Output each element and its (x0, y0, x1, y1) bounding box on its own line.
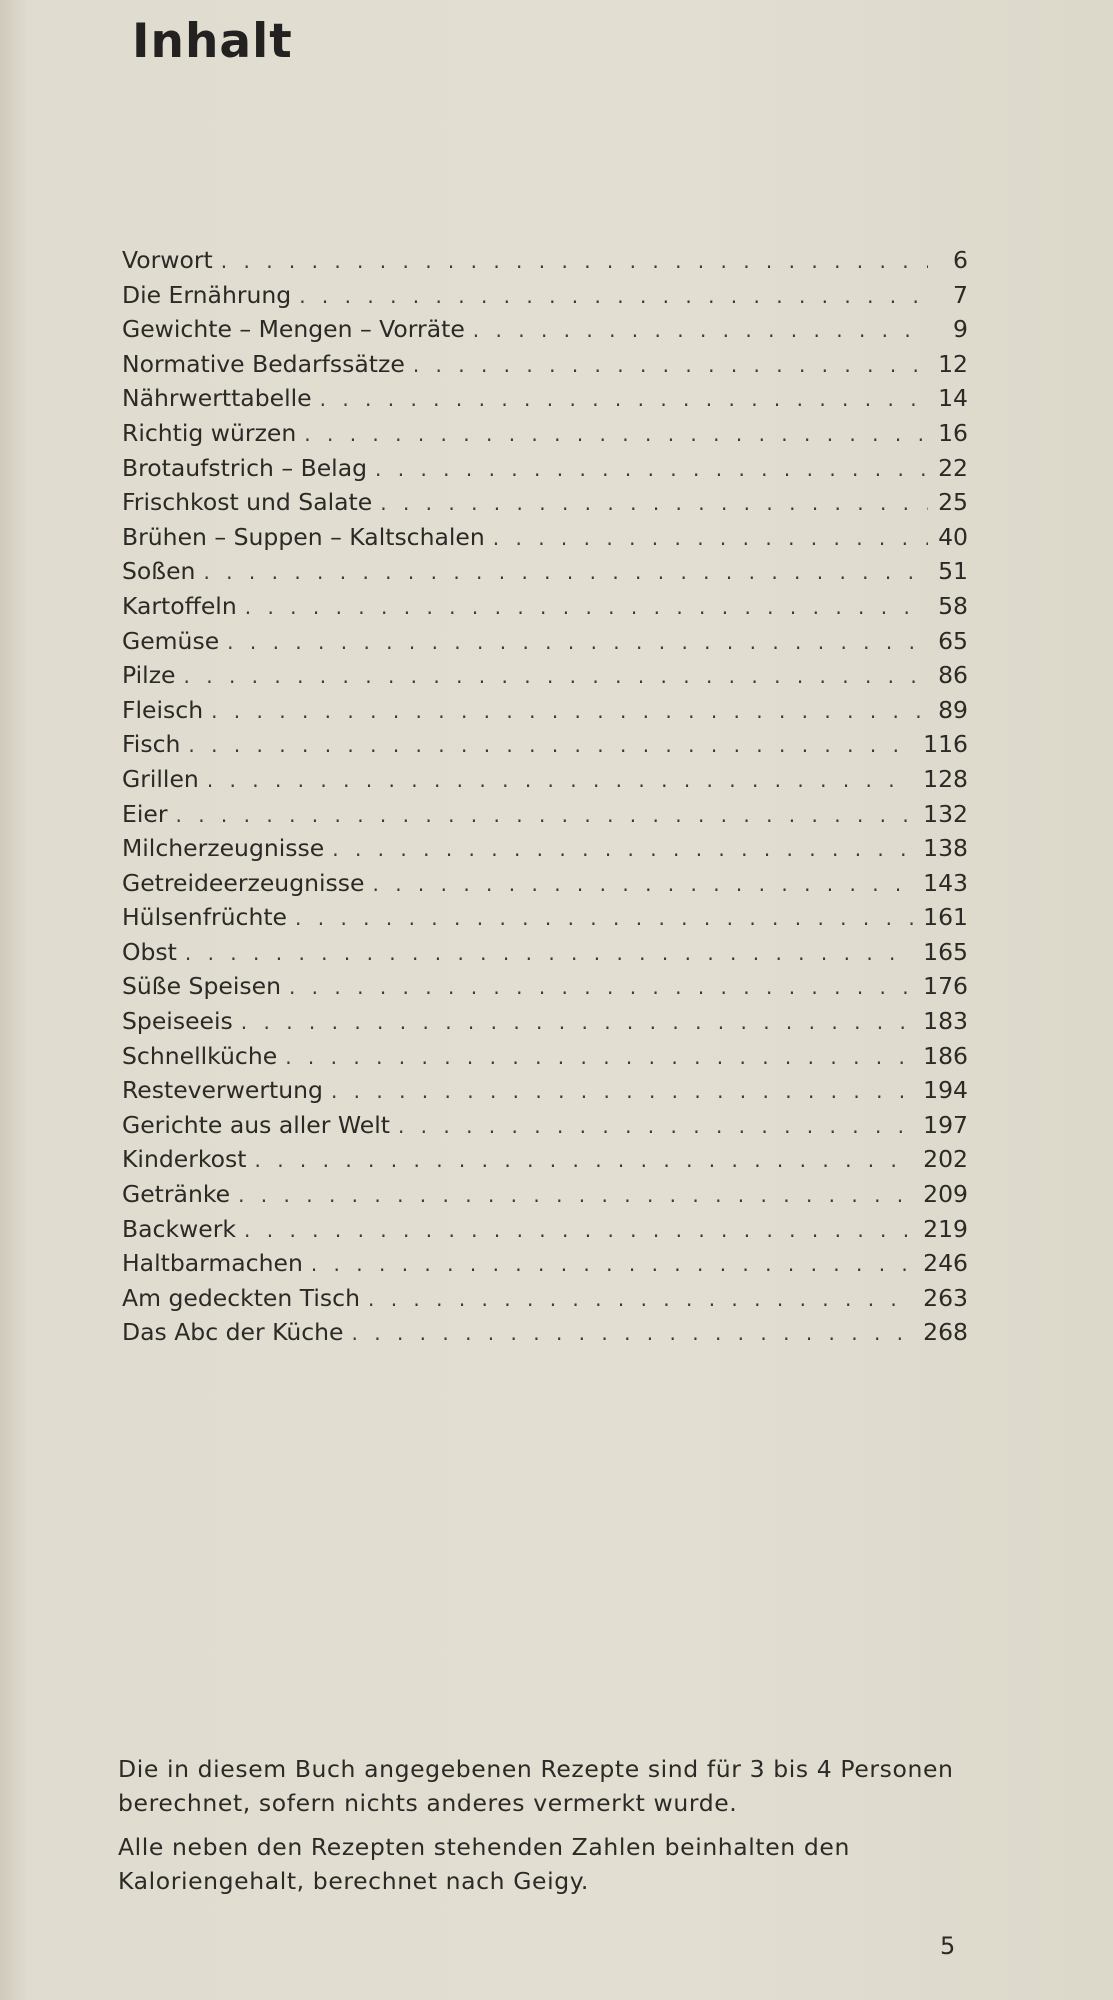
toc-entry (122, 243, 968, 278)
toc-entry (122, 485, 968, 520)
toc-entry-page: 58 (938, 591, 968, 620)
toc-leader-dots (289, 970, 913, 1005)
toc-entry-page: 183 (923, 1007, 968, 1036)
toc-entry-page: 12 (938, 349, 968, 378)
toc-entry-label: Backwerk (122, 1214, 237, 1243)
toc-entry-label: Frischkost und Salate (122, 488, 373, 517)
toc-leader-dots (238, 1178, 913, 1213)
toc-leader-dots (203, 555, 928, 590)
toc-entry-page: 143 (923, 868, 968, 897)
toc-entry (122, 520, 968, 555)
toc-entry (122, 727, 968, 762)
toc-entry (122, 693, 968, 728)
toc-entry-label: Die Ernährung (122, 280, 292, 309)
toc-leader-dots (304, 417, 928, 452)
toc-entry (122, 831, 968, 866)
toc-entry-label: Brotaufstrich – Belag (122, 453, 368, 482)
toc-entry (122, 1246, 968, 1281)
toc-entry-page: 40 (938, 522, 968, 551)
toc-entry-label: Speiseeis (122, 1007, 233, 1036)
toc-leader-dots (244, 1213, 913, 1248)
toc-leader-dots (398, 1109, 913, 1144)
toc-leader-dots (254, 1143, 913, 1178)
toc-entry-page: 14 (938, 384, 968, 413)
toc-entry (122, 1073, 968, 1108)
toc-leader-dots (295, 901, 913, 936)
toc-entry-label: Fleisch (122, 695, 204, 724)
toc-leader-dots (368, 1282, 913, 1317)
toc-entry-label: Süße Speisen (122, 972, 281, 1001)
toc-entry-page: 197 (923, 1110, 968, 1139)
toc-entry-label: Milcherzeugnisse (122, 834, 325, 863)
toc-entry (122, 658, 968, 693)
toc-entry-label: Obst (122, 937, 177, 966)
toc-leader-dots (372, 867, 913, 902)
toc-entry-page: 161 (923, 903, 968, 932)
toc-entry-label: Getränke (122, 1180, 231, 1209)
toc-entry-page: 194 (923, 1076, 968, 1105)
servings-note: Die in diesem Buch angegebenen Rezepte sind für 3 bis 4 Personen berechnet, sofern nichts anderes vermerkt wurde. (118, 1755, 954, 1817)
toc-leader-dots (184, 659, 928, 694)
toc-entry-page: 268 (923, 1318, 968, 1347)
toc-entry-label: Nährwerttabelle (122, 384, 312, 413)
toc-leader-dots (285, 1040, 913, 1075)
toc-entry-page: 209 (923, 1180, 968, 1209)
toc-entry-page: 176 (923, 972, 968, 1001)
toc-leader-dots (188, 728, 913, 763)
toc-leader-dots (473, 313, 928, 348)
toc-entry-page: 246 (923, 1249, 968, 1278)
toc-entry (122, 935, 968, 970)
toc-entry (122, 278, 968, 313)
toc-entry (122, 1177, 968, 1212)
toc-entry (122, 900, 968, 935)
toc-leader-dots (331, 1074, 913, 1109)
toc-entry-page: 128 (923, 764, 968, 793)
toc-entry-page: 89 (938, 695, 968, 724)
toc-entry-label: Das Abc der Küche (122, 1318, 344, 1347)
toc-entry (122, 969, 968, 1004)
toc-leader-dots (241, 1005, 913, 1040)
toc-entry-label: Pilze (122, 661, 176, 690)
toc-entry-label: Kartoffeln (122, 591, 237, 620)
toc-entry (122, 1108, 968, 1143)
toc-leader-dots (211, 694, 928, 729)
toc-entry-page: 25 (938, 488, 968, 517)
toc-entry-label: Getreideerzeugnisse (122, 868, 365, 897)
toc-entry-label: Eier (122, 799, 168, 828)
toc-entry-label: Gerichte aus aller Welt (122, 1110, 390, 1139)
calorie-note: Alle neben den Rezepten stehenden Zahlen beinhalten den Kaloriengehalt, berechnet nach Geigy. (118, 1833, 850, 1895)
table-of-contents (122, 243, 968, 1350)
toc-entry (122, 1039, 968, 1074)
toc-entry-page: 132 (923, 799, 968, 828)
toc-entry-page: 51 (938, 557, 968, 586)
toc-entry (122, 589, 968, 624)
toc-leader-dots (413, 348, 928, 383)
toc-entry-label: Normative Bedarfssätze (122, 349, 405, 378)
toc-entry-label: Schnellküche (122, 1041, 278, 1070)
toc-entry-label: Gemüse (122, 626, 220, 655)
toc-entry-page: 116 (923, 730, 968, 759)
toc-entry-label: Richtig würzen (122, 418, 297, 447)
toc-entry-page: 22 (938, 453, 968, 482)
toc-entry-label: Grillen (122, 764, 199, 793)
toc-entry (122, 381, 968, 416)
toc-entry-page: 86 (938, 661, 968, 690)
toc-entry-label: Am gedeckten Tisch (122, 1283, 360, 1312)
toc-entry-page: 65 (938, 626, 968, 655)
toc-leader-dots (227, 625, 928, 660)
toc-entry (122, 1212, 968, 1247)
toc-entry-page: 7 (953, 280, 968, 309)
toc-entry-label: Vorwort (122, 246, 213, 274)
toc-leader-dots (311, 1247, 913, 1282)
toc-entry-page: 16 (938, 418, 968, 447)
toc-leader-dots (380, 486, 928, 521)
toc-entry-label: Resteverwertung (122, 1076, 323, 1105)
toc-entry (122, 416, 968, 451)
toc-leader-dots (332, 832, 913, 867)
toc-leader-dots (176, 798, 914, 833)
toc-entry-label: Haltbarmachen (122, 1249, 303, 1278)
toc-entry-label: Hülsenfrüchte (122, 903, 288, 932)
toc-entry-label: Soßen (122, 557, 196, 586)
toc-entry-label: Kinderkost (122, 1145, 247, 1174)
toc-entry-label: Brühen – Suppen – Kaltschalen (122, 522, 485, 551)
page-title: Inhalt (132, 14, 293, 69)
toc-entry-page: 138 (923, 834, 968, 863)
toc-leader-dots (320, 382, 928, 417)
toc-entry-label: Gewichte – Mengen – Vorräte (122, 315, 465, 344)
toc-entry (122, 624, 968, 659)
toc-leader-dots (221, 244, 928, 279)
toc-entry (122, 312, 968, 347)
toc-entry (122, 451, 968, 486)
toc-entry (122, 762, 968, 797)
toc-entry-page: 202 (923, 1145, 968, 1174)
toc-leader-dots (185, 936, 913, 971)
toc-entry (122, 347, 968, 382)
toc-entry (122, 1004, 968, 1039)
toc-leader-dots (245, 590, 928, 625)
toc-leader-dots (352, 1316, 914, 1351)
toc-entry-page: 165 (923, 937, 968, 966)
toc-entry-page: 6 (953, 246, 968, 274)
toc-entry-page: 186 (923, 1041, 968, 1070)
toc-entry-page: 9 (953, 315, 968, 344)
toc-leader-dots (207, 763, 913, 798)
toc-entry-page: 263 (923, 1283, 968, 1312)
toc-leader-dots (493, 521, 928, 556)
toc-entry-page: 219 (923, 1214, 968, 1243)
toc-entry (122, 797, 968, 832)
toc-entry (122, 1142, 968, 1177)
page-number: 5 (940, 1932, 956, 1960)
toc-leader-dots (299, 279, 928, 314)
toc-entry-label: Fisch (122, 730, 181, 759)
toc-entry (122, 866, 968, 901)
toc-leader-dots (375, 452, 928, 487)
toc-entry (122, 1315, 968, 1350)
toc-entry (122, 554, 968, 589)
toc-entry (122, 1281, 968, 1316)
